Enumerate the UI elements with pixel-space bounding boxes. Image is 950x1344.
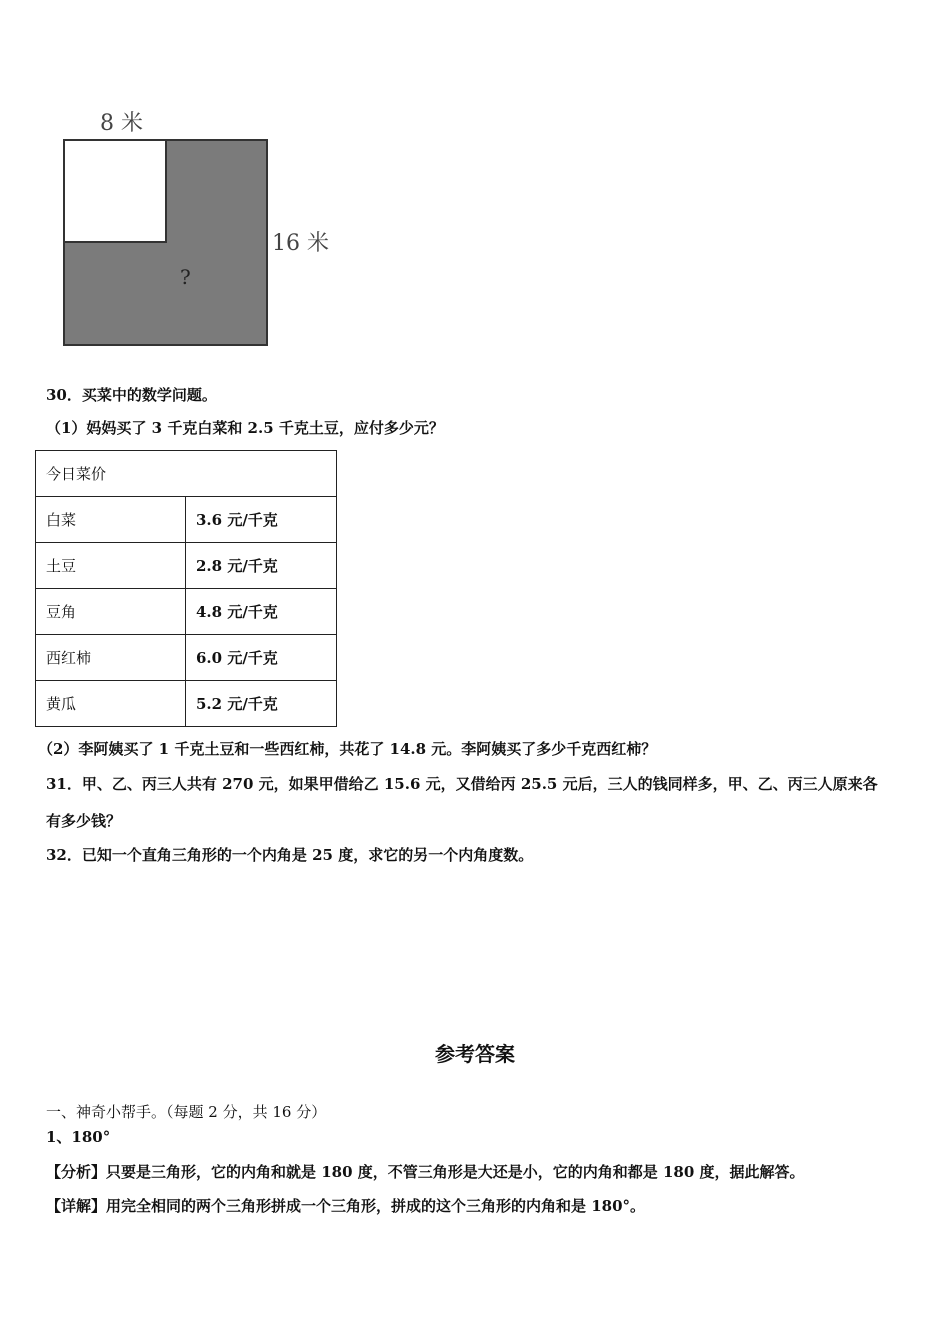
table-row: [36, 635, 337, 681]
price-table-header-row: [36, 451, 337, 497]
table-row: [36, 497, 337, 543]
price-table-header: 今日菜价: [36, 451, 337, 497]
figure-question-mark: ?: [180, 265, 191, 289]
question-30-title: 30．买菜中的数学问题。: [46, 386, 217, 404]
vegetable-price: 5.2 元/千克: [186, 681, 337, 727]
vegetable-name: 西红柿: [36, 635, 186, 681]
answers-heading: 参考答案: [435, 1042, 515, 1066]
answer-item-1: 1、180°: [46, 1128, 111, 1146]
figure-side-label: 16 米: [272, 231, 329, 256]
table-row: [36, 589, 337, 635]
figure-inner-square: [63, 139, 167, 243]
table-row: [36, 681, 337, 727]
vegetable-name: 白菜: [36, 497, 186, 543]
answer-detail: 【详解】用完全相同的两个三角形拼成一个三角形，拼成的这个三角形的内角和是 180°。: [46, 1197, 646, 1215]
vegetable-price: 4.8 元/千克: [186, 589, 337, 635]
question-31-line2: 有多少钱？: [46, 812, 122, 830]
vegetable-name: 土豆: [36, 543, 186, 589]
vegetable-name: 豆角: [36, 589, 186, 635]
question-32: 32．已知一个直角三角形的一个内角是 25 度，求它的另一个内角度数。: [46, 846, 534, 864]
vegetable-price: 3.6 元/千克: [186, 497, 337, 543]
answer-analysis: 【分析】只要是三角形，它的内角和就是 180 度，不管三角形是大还是小，它的内角和都是 180 度，据此解答。: [46, 1163, 805, 1181]
question-30-part1: （1）妈妈买了 3 千克白菜和 2.5 千克土豆，应付多少元？: [46, 419, 444, 437]
table-row: [36, 543, 337, 589]
vegetable-price: 6.0 元/千克: [186, 635, 337, 681]
price-table: [35, 450, 337, 727]
question-30-part2: （2）李阿姨买了 1 千克土豆和一些西红柿，共花了 14.8 元。李阿姨买了多少千克西红柿？: [38, 740, 657, 758]
answers-section-1: 一、神奇小帮手。（每题 2 分，共 16 分）: [46, 1103, 327, 1121]
figure-top-label: 8 米: [100, 111, 143, 136]
vegetable-name: 黄瓜: [36, 681, 186, 727]
vegetable-price: 2.8 元/千克: [186, 543, 337, 589]
question-31-line1: 31．甲、乙、丙三人共有 270 元，如果甲借给乙 15.6 元，又借给丙 25.5 元后，三人的钱同样多，甲、乙、丙三人原来各: [46, 775, 878, 793]
